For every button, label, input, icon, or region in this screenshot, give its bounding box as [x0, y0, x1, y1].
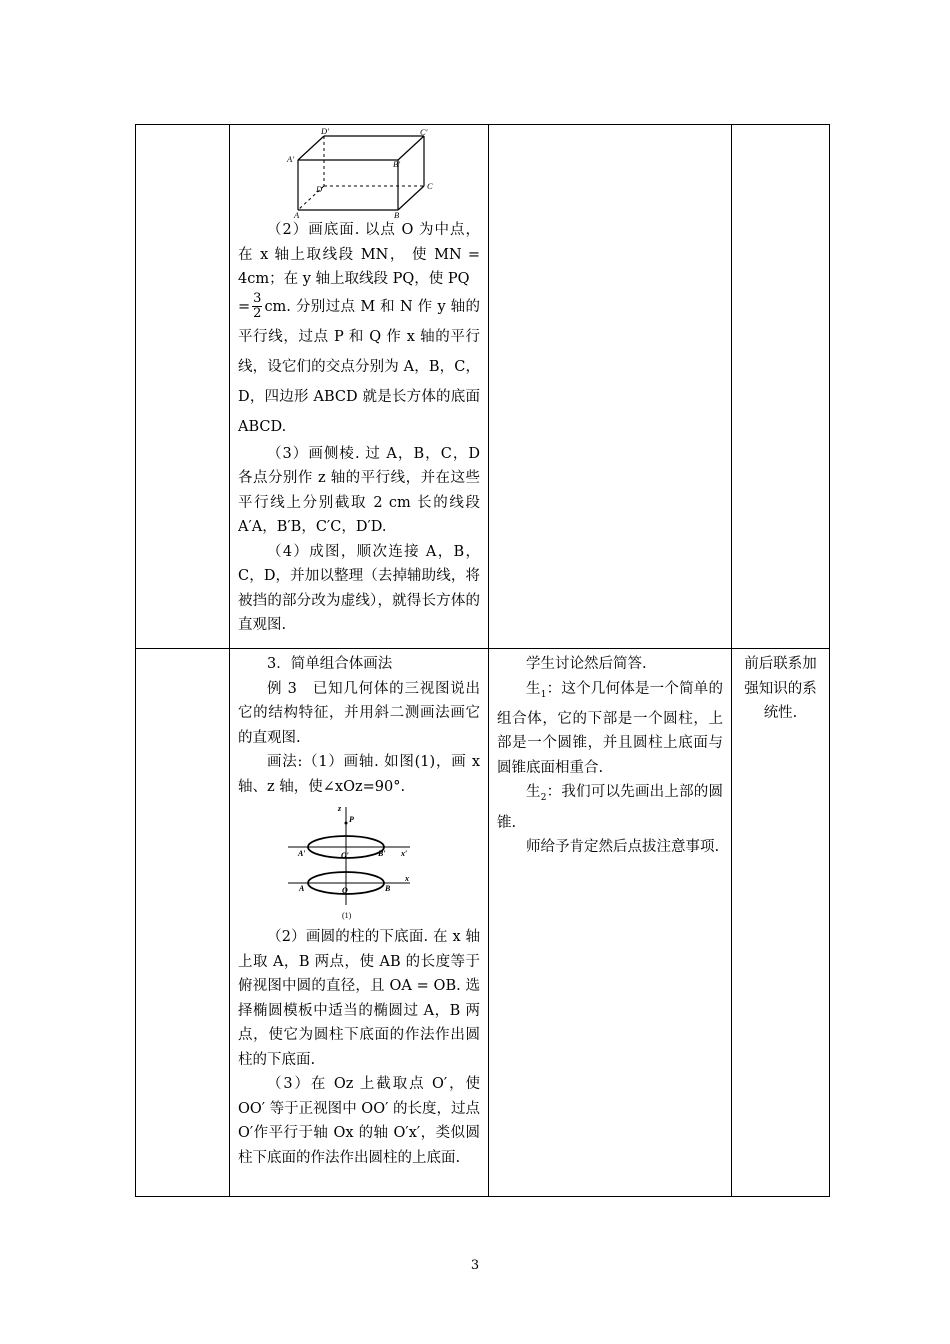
section-heading: 3．简单组合体画法 — [267, 656, 393, 672]
student1-body: ：这个几何体是一个简单的组合体，它的下部是一个圆柱，上部是一个圆锥，并且圆柱上底面与圆锥底面相重合. — [497, 680, 724, 776]
step2-eq: = — [238, 298, 251, 315]
student2-text — [497, 780, 723, 835]
label-b-top: B′ — [378, 849, 386, 858]
label-b-top: B′ — [393, 159, 401, 169]
label-p: P — [349, 815, 354, 824]
label-z: z — [338, 804, 342, 813]
page-number: 3 — [470, 1258, 480, 1273]
step3-text: （3）在 Oz 上截取点 O′，使 OO′ 等于正视图中 OO′ 的长度，过点 O′作平行于轴 Ox 的轴 O′x′，类似圆柱下底面的作法作出圆柱的上底面. — [238, 1076, 480, 1166]
lesson-table — [135, 124, 830, 1197]
step4-text: （4）成图，顺次连接 A，B，C，D，并加以整理（去掉辅助线，将被挡的部分改为虚线），就得长方体的直观图. — [238, 543, 480, 633]
cell-procedure — [230, 125, 489, 649]
student2-prefix: 生 — [526, 784, 541, 801]
method-text: 画法:（1）画轴. 如图(1)，画 x 轴、z 轴，使∠xOz=90°. — [238, 754, 480, 795]
cylinder-axes-figure — [286, 803, 416, 921]
cell-empty — [732, 125, 830, 649]
label-d-top: D′ — [321, 128, 329, 136]
point-p — [345, 822, 348, 825]
step2-text — [238, 218, 480, 292]
step2-text: （2）画圆的柱的下底面. 在 x 轴上取 A，B 两点，使 AB 的长度等于俯视图中圆的直径，且 OA = OB. 选择椭圆模板中适当的椭圆过 A，B 两点，使它为圆柱下底面的作法作出圆柱的下底面. — [238, 929, 480, 1068]
label-a: A — [294, 210, 300, 218]
label-a-top: A′ — [298, 849, 306, 858]
step2-b: cm. 分别过点 M 和 N 作 y 轴的平行线，过点 P 和 Q 作 x 轴的平行线，设它们的交点分别为 A，B，C，D，四边形 ABCD 就是长方体的底面 ABCD. — [238, 298, 480, 435]
cell-empty — [136, 125, 230, 649]
label-x: x — [405, 874, 409, 883]
label-a-top: A′ — [287, 154, 295, 164]
cuboid-figure — [284, 128, 444, 218]
student-discuss-text: 学生讨论然后简答. — [526, 656, 647, 672]
label-c: C — [427, 181, 433, 191]
label-o: O — [342, 886, 348, 895]
table-row — [136, 125, 830, 649]
cell-empty — [136, 649, 230, 1197]
teacher-text: 师给予肯定然后点拔注意事项. — [526, 839, 720, 856]
student2-sub: 2 — [540, 793, 547, 804]
edge — [398, 136, 424, 160]
label-b: B — [394, 210, 400, 218]
fraction-denominator: 2 — [253, 306, 262, 321]
purpose-text: 前后联系加强知识的系统性. — [744, 656, 817, 721]
example-text: 例 3 已知几何体的三视图说出它的结构特征，并用斜二测画法画它的直观图. — [238, 680, 480, 746]
label-b: B — [385, 884, 391, 893]
student1-prefix: 生 — [526, 680, 541, 697]
label-d: D — [316, 184, 323, 194]
fraction-numerator: 3 — [253, 291, 262, 306]
cell-empty — [489, 125, 732, 649]
label-x-top: x′ — [401, 849, 408, 858]
fraction — [252, 292, 262, 321]
figure-caption: (1) — [342, 911, 352, 920]
step2-a: （2）画底面. 以点 O 为中点，在 x 轴上取线段 MN， 使 MN = 4cm；在 y 轴上取线段 PQ，使 PQ — [238, 222, 480, 287]
edge — [298, 136, 324, 160]
table-row — [136, 649, 830, 1197]
student1-text — [497, 677, 723, 781]
cell-procedure — [230, 649, 489, 1197]
edge — [398, 186, 424, 210]
cell-purpose — [732, 649, 830, 1197]
label-o-top: O′ — [341, 851, 350, 860]
step2-fraction-line — [238, 292, 480, 442]
student1-sub: 1 — [540, 689, 547, 700]
step3-text: （3）画侧棱. 过 A，B，C，D 各点分别作 z 轴的平行线，并在这些平行线上分别截取 2 cm 长的线段 A′A，B′B，C′C，D′D. — [238, 445, 480, 535]
student2-body: ：我们可以先画出上部的圆锥. — [497, 784, 724, 831]
cell-activity — [489, 649, 732, 1197]
label-c-top: C′ — [420, 128, 428, 137]
label-a: A — [299, 884, 305, 893]
